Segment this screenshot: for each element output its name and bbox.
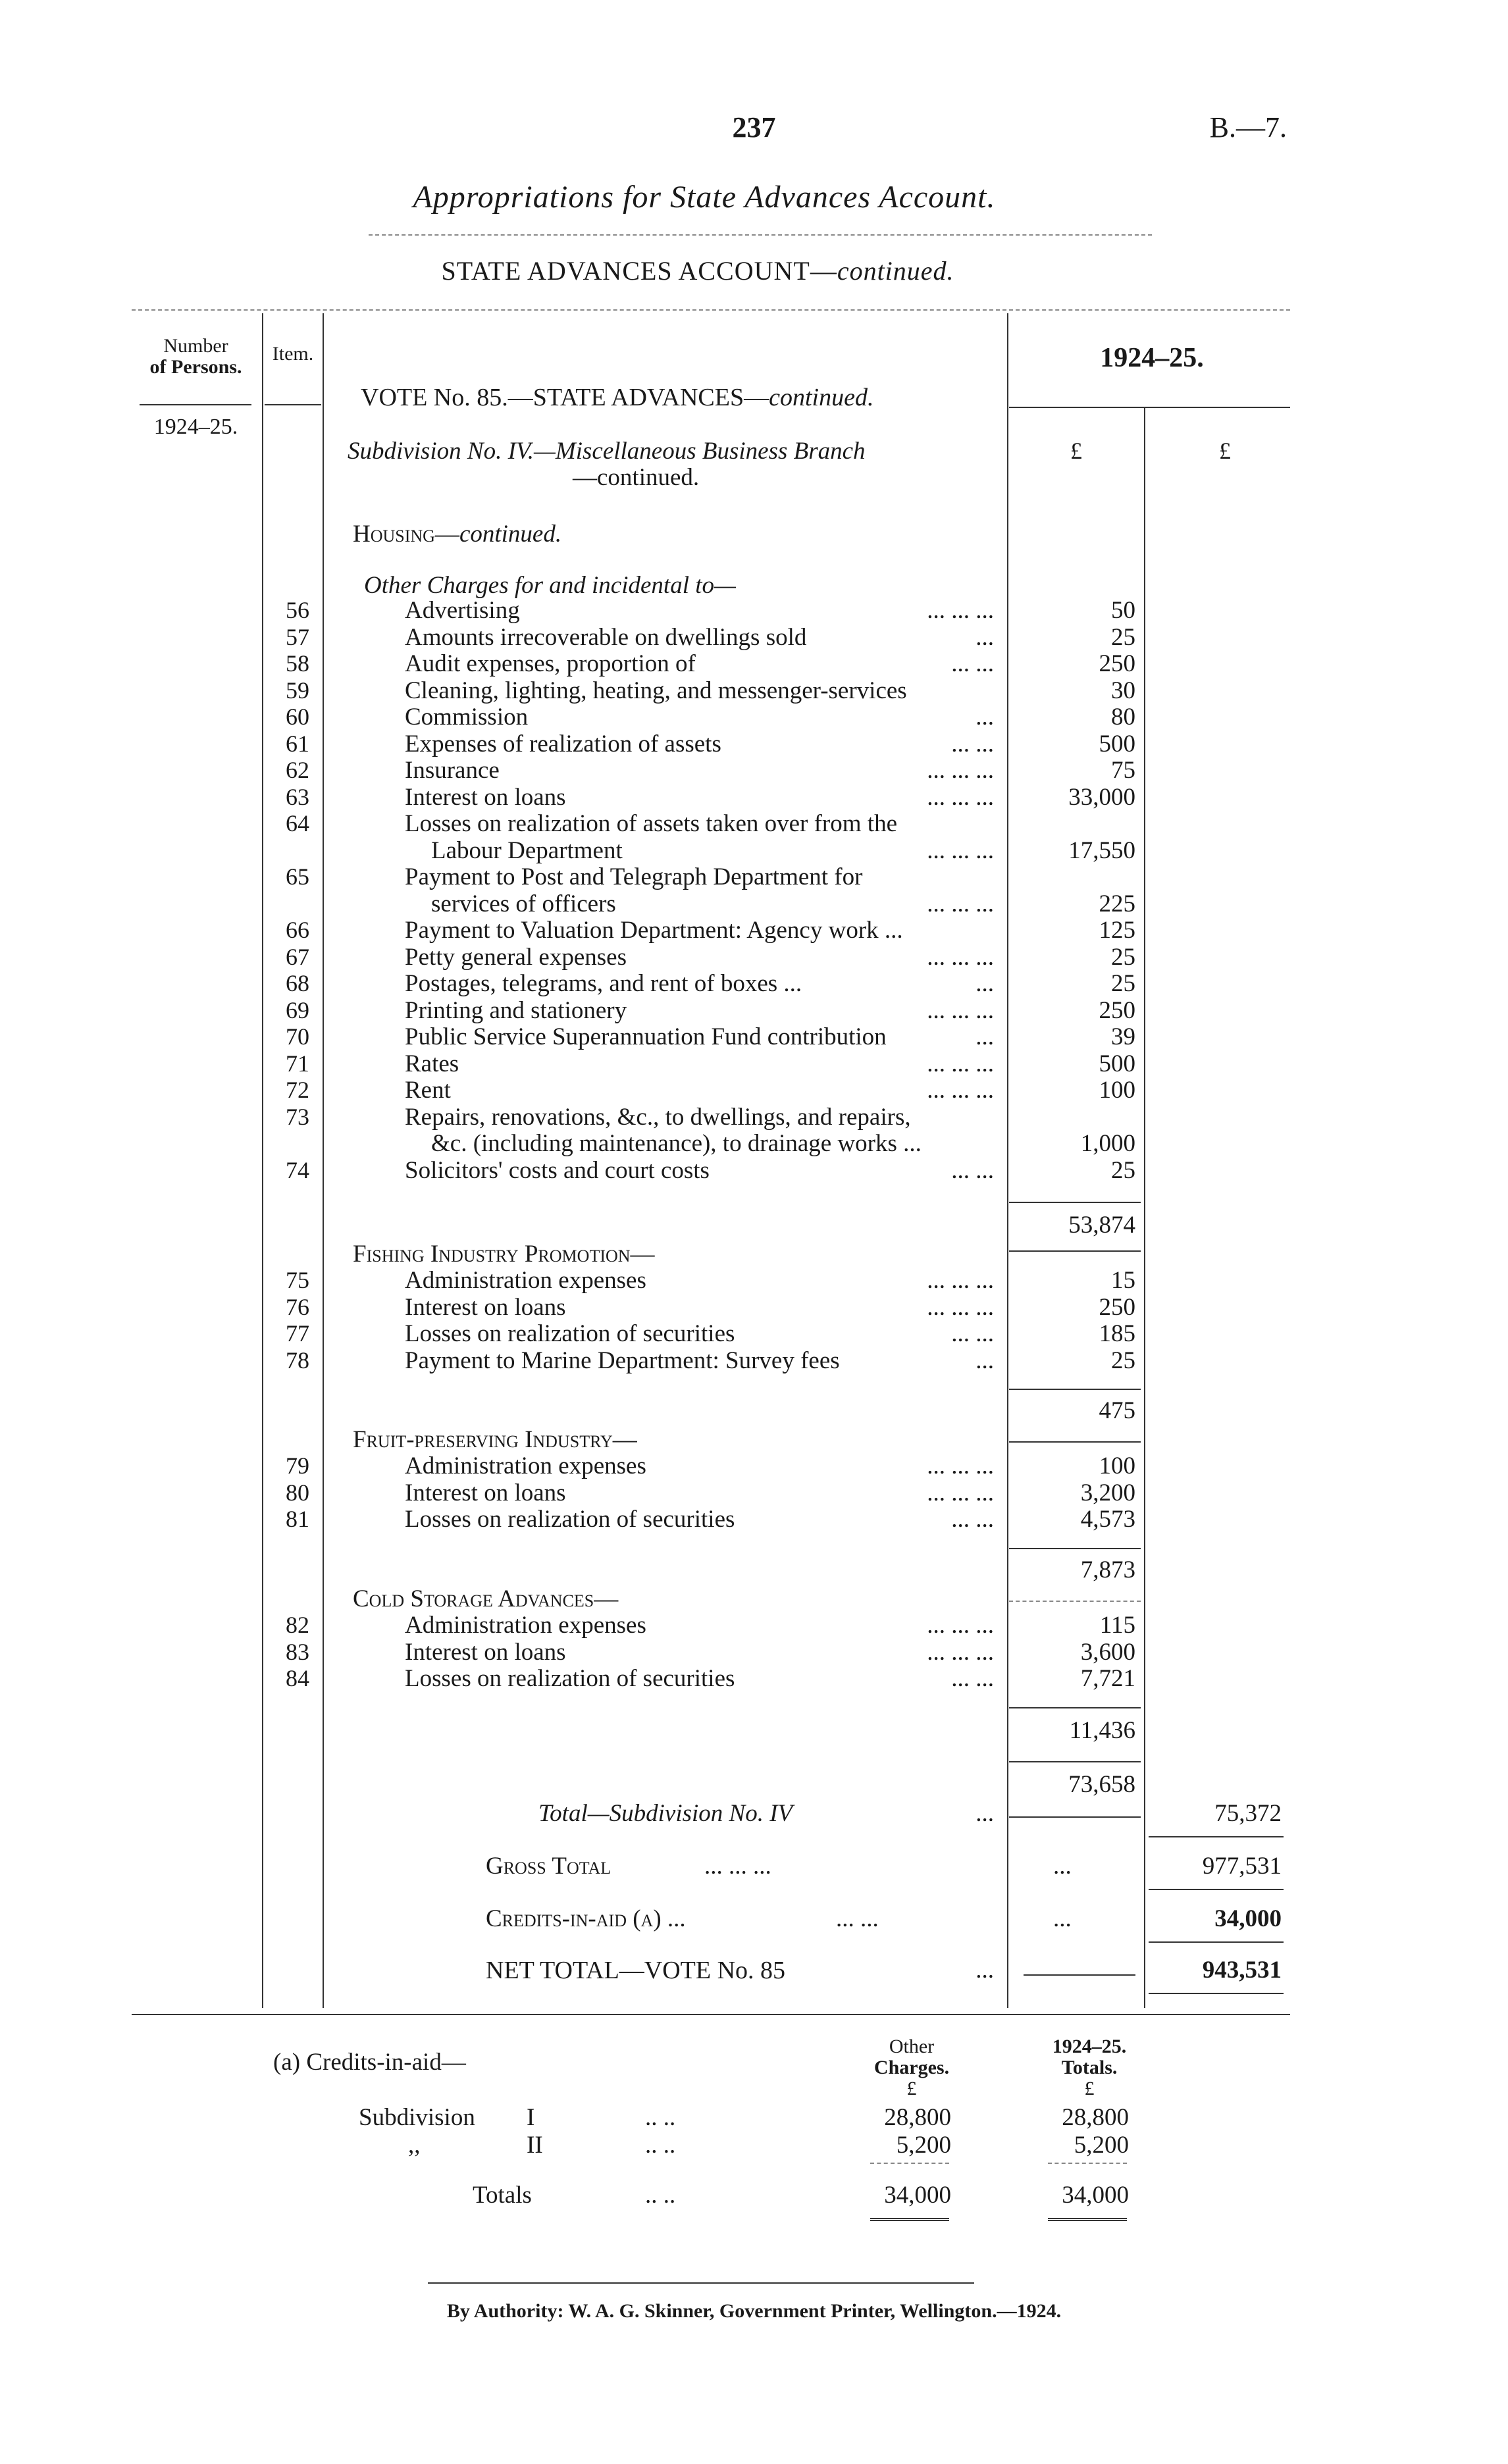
leader-dots: ... ... <box>951 650 994 677</box>
currency-label-totals: £ <box>1219 438 1231 464</box>
leader-dots: ... <box>975 623 994 651</box>
item-description: Amounts irrecoverable on dwellings sold <box>405 623 807 651</box>
item-description: Administration expenses <box>405 1267 646 1294</box>
item-description: Losses on realization of securities <box>405 1506 735 1533</box>
footnote-row-label: Subdivision <box>359 2104 475 2131</box>
item-amount: 25 <box>1111 970 1135 997</box>
leader-dots: ... <box>975 1347 994 1374</box>
footnote-totals-header: 1924–25. Totals. £ <box>1052 2036 1127 2099</box>
item-amount: 100 <box>1099 1077 1135 1104</box>
item-amount: 25 <box>1111 623 1135 651</box>
item-number: 70 <box>286 1023 309 1050</box>
title-rule <box>369 234 1152 236</box>
subdivision-continued: —continued. <box>573 464 700 491</box>
item-number: 84 <box>286 1665 309 1691</box>
other-charges-heading: Other Charges for and incidental to— <box>364 572 736 599</box>
housing-heading: Housing—continued. <box>353 521 562 548</box>
item-amount: 250 <box>1099 996 1135 1024</box>
leader-dots: ... ... ... <box>927 1638 994 1666</box>
item-number: 64 <box>286 810 309 836</box>
credits-in-aid-total: 34,000 <box>1214 1905 1282 1932</box>
footnote-row-roman: I <box>527 2104 535 2131</box>
item-description: Solicitors' costs and court costs <box>405 1156 710 1184</box>
item-description: Administration expenses <box>405 1452 646 1479</box>
leader-dots: ... ... ... <box>927 890 994 917</box>
leader-dots: ... ... ... <box>927 1479 994 1506</box>
footnote-totals-dots: .. .. <box>645 2182 676 2209</box>
footnote-row-charges: 5,200 <box>896 2132 951 2159</box>
item-number: 58 <box>286 650 309 677</box>
footnote-totals-total: 34,000 <box>1062 2182 1129 2209</box>
year-header: 1924–25. <box>1100 343 1204 373</box>
gross-total: 977,531 <box>1202 1853 1282 1880</box>
net-total-dots: ... <box>975 1957 994 1984</box>
net-total-rule <box>1149 1993 1284 1994</box>
item-description-continued: services of officers <box>431 890 616 917</box>
net-total-blank-rule <box>1024 1974 1135 1976</box>
footnote-row-dots: .. .. <box>645 2132 676 2159</box>
document-reference: B.—7. <box>1209 111 1287 143</box>
item-amount: 4,573 <box>1080 1506 1135 1533</box>
item-amount: 25 <box>1111 1156 1135 1184</box>
item-number: 74 <box>286 1156 309 1183</box>
gross-total-dots: ... ... ... <box>704 1853 771 1880</box>
footnote-row-dots: .. .. <box>645 2104 676 2131</box>
net-total-label: NET TOTAL—VOTE No. 85 <box>486 1957 786 1984</box>
footnote-row-total: 28,800 <box>1062 2104 1129 2131</box>
credits-in-aid-dots: ... ... <box>836 1905 879 1932</box>
item-description: Printing and stationery <box>405 996 627 1024</box>
item-number: 80 <box>286 1479 309 1506</box>
table-bottom-rule <box>132 2014 1290 2015</box>
item-number: 81 <box>286 1506 309 1532</box>
persons-header-rule <box>140 404 251 405</box>
leader-dots: ... ... ... <box>927 597 994 624</box>
item-amount: 50 <box>1111 597 1135 624</box>
footnote-totals-double-rule <box>1048 2218 1127 2221</box>
gross-total-rule <box>1149 1889 1284 1890</box>
footnote-row-roman: II <box>527 2132 543 2159</box>
item-description: Losses on realization of assets taken over from the <box>405 810 897 837</box>
footnote-label: (a) Credits-in-aid— <box>273 2049 466 2076</box>
item-number: 73 <box>286 1103 309 1130</box>
item-amount: 39 <box>1111 1023 1135 1050</box>
other-charges-total-rule <box>1009 1816 1141 1818</box>
leader-dots: ... ... <box>951 1665 994 1692</box>
item-number: 63 <box>286 783 309 810</box>
printer-imprint: By Authority: W. A. G. Skinner, Government Printer, Wellington.—1924. <box>446 2300 1062 2322</box>
item-description: Advertising <box>405 597 520 624</box>
leader-dots: ... ... ... <box>927 1293 994 1321</box>
page-title: Appropriations for State Advances Account. <box>413 180 996 215</box>
leader-dots: ... <box>975 704 994 731</box>
item-number: 61 <box>286 730 309 757</box>
item-description: Commission <box>405 704 529 731</box>
leader-dots: ... ... ... <box>927 1077 994 1104</box>
leader-dots: ... ... <box>951 1320 994 1347</box>
footnote-charges-double-rule <box>870 2218 949 2221</box>
leader-dots: ... ... ... <box>927 783 994 811</box>
subdivision-total-rule <box>1149 1836 1284 1837</box>
item-amount: 3,200 <box>1080 1479 1135 1506</box>
leader-dots: ... <box>975 1023 994 1050</box>
leader-dots: ... <box>975 970 994 997</box>
item-amount: 125 <box>1099 917 1135 944</box>
cold-subtotal-rule <box>1009 1707 1141 1708</box>
leader-dots: ... ... <box>951 1506 994 1533</box>
item-description: Payment to Valuation Department: Agency work ... <box>405 917 903 944</box>
credits-in-aid-column-dots: ... <box>1053 1905 1072 1932</box>
fruit-subtotal: 7,873 <box>1080 1556 1135 1583</box>
item-description: Audit expenses, proportion of <box>405 650 696 677</box>
item-amount: 100 <box>1099 1452 1135 1479</box>
item-amount: 115 <box>1099 1612 1135 1639</box>
item-description: Insurance <box>405 757 500 784</box>
item-amount: 185 <box>1099 1320 1135 1347</box>
fishing-subtotal-rule-bottom <box>1009 1441 1141 1443</box>
item-description: Interest on loans <box>405 1638 566 1666</box>
item-number: 76 <box>286 1293 309 1320</box>
fishing-subtotal-rule <box>1009 1389 1141 1390</box>
item-number: 62 <box>286 757 309 783</box>
item-amount: 25 <box>1111 1347 1135 1374</box>
item-number: 72 <box>286 1077 309 1103</box>
item-header-rule <box>265 404 321 405</box>
leader-dots: ... ... <box>951 730 994 757</box>
item-description: Postages, telegrams, and rent of boxes ... <box>405 970 802 997</box>
item-number: 69 <box>286 996 309 1023</box>
item-number: 79 <box>286 1452 309 1479</box>
gross-total-column-dots: ... <box>1053 1853 1072 1880</box>
leader-dots: ... ... ... <box>927 1267 994 1294</box>
leader-dots: ... ... ... <box>927 757 994 784</box>
item-amount: 80 <box>1111 704 1135 731</box>
footnote-charges-header: Other Charges. £ <box>873 2036 950 2099</box>
footnote-row-charges: 28,800 <box>884 2104 951 2131</box>
item-number: 59 <box>286 677 309 704</box>
leader-dots: ... ... <box>951 1156 994 1184</box>
item-number: 56 <box>286 597 309 623</box>
account-heading: STATE ADVANCES ACCOUNT—continued. <box>441 256 954 286</box>
gross-total-label: Gross Total <box>486 1853 611 1880</box>
item-description: Rates <box>405 1050 459 1077</box>
subdivision-total: 75,372 <box>1214 1800 1282 1827</box>
housing-subtotal-rule <box>1009 1202 1141 1203</box>
item-description: Administration expenses <box>405 1612 646 1639</box>
page-number: 237 <box>732 111 776 143</box>
subdivision-total-label: Total—Subdivision No. IV <box>538 1800 793 1827</box>
leader-dots: ... ... ... <box>927 943 994 971</box>
item-amount: 500 <box>1099 730 1135 757</box>
footnote-row-total: 5,200 <box>1074 2132 1129 2159</box>
item-amount: 7,721 <box>1080 1665 1135 1692</box>
leader-dots: ... ... ... <box>927 1050 994 1077</box>
item-description: Interest on loans <box>405 783 566 811</box>
cold-subtotal: 11,436 <box>1069 1717 1135 1744</box>
item-description-continued: Labour Department <box>431 836 623 864</box>
footnote-row-label: ,, <box>408 2132 421 2159</box>
subdivision-total-dots: ... <box>975 1800 994 1827</box>
item-amount: 250 <box>1099 1293 1135 1321</box>
item-number: 66 <box>286 917 309 943</box>
item-description: Interest on loans <box>405 1293 566 1321</box>
footnote-totals-label: Totals <box>473 2182 532 2209</box>
item-amount: 225 <box>1099 890 1135 917</box>
footnote-totals-rule <box>1048 2163 1127 2164</box>
housing-subtotal-rule-bottom <box>1009 1250 1141 1252</box>
item-amount: 30 <box>1111 677 1135 704</box>
leader-dots: ... ... ... <box>927 836 994 864</box>
fishing-subtotal: 475 <box>1099 1397 1135 1424</box>
item-amount: 15 <box>1111 1267 1135 1294</box>
item-description: Interest on loans <box>405 1479 566 1506</box>
item-number: 67 <box>286 943 309 970</box>
item-amount: 1,000 <box>1080 1130 1135 1157</box>
net-total: 943,531 <box>1202 1957 1282 1984</box>
item-number: 83 <box>286 1638 309 1665</box>
persons-year: 1924–25. <box>153 415 238 439</box>
total-column-divider <box>1144 408 1145 2008</box>
item-description: Expenses of realization of assets <box>405 730 721 757</box>
item-number: 71 <box>286 1050 309 1077</box>
item-description: Losses on realization of securities <box>405 1320 735 1347</box>
footnote-totals-charges: 34,000 <box>884 2182 951 2209</box>
fruit-subtotal-rule-bottom <box>1009 1601 1141 1602</box>
cold-subtotal-rule-bottom <box>1009 1761 1141 1762</box>
fishing-heading: Fishing Industry Promotion— <box>353 1241 655 1268</box>
item-number: 68 <box>286 970 309 996</box>
item-description: Repairs, renovations, &c., to dwellings, and repairs, <box>405 1103 911 1131</box>
currency-label-items: £ <box>1070 438 1082 464</box>
item-number: 82 <box>286 1612 309 1638</box>
fruit-heading: Fruit-preserving Industry— <box>353 1426 637 1453</box>
vote-title: VOTE No. 85.—STATE ADVANCES—continued. <box>361 384 874 411</box>
table-top-rule <box>132 309 1290 311</box>
fruit-subtotal-rule <box>1009 1548 1141 1549</box>
cold-storage-heading: Cold Storage Advances— <box>353 1585 619 1612</box>
item-number: 57 <box>286 623 309 650</box>
leader-dots: ... ... ... <box>927 996 994 1024</box>
item-description: Public Service Superannuation Fund contribution <box>405 1023 887 1050</box>
item-amount: 250 <box>1099 650 1135 677</box>
item-description: Cleaning, lighting, heating, and messenger-services <box>405 677 907 704</box>
amount-column-divider <box>1007 313 1008 2008</box>
item-description: Payment to Post and Telegraph Department for <box>405 863 863 890</box>
item-amount: 33,000 <box>1068 783 1135 811</box>
credits-in-aid-label: Credits-in-aid (a) ... <box>486 1905 686 1932</box>
item-amount: 75 <box>1111 757 1135 784</box>
item-description-continued: &c. (including maintenance), to drainage works ... <box>431 1130 922 1157</box>
item-number: 77 <box>286 1320 309 1347</box>
item-number: 60 <box>286 704 309 730</box>
authority-rule <box>428 2282 974 2284</box>
item-amount: 3,600 <box>1080 1638 1135 1666</box>
housing-subtotal: 53,874 <box>1068 1212 1135 1239</box>
footnote-charges-rule <box>870 2163 949 2164</box>
item-amount: 25 <box>1111 943 1135 971</box>
item-header: Item. <box>272 343 314 365</box>
leader-dots: ... ... ... <box>927 1612 994 1639</box>
subdivision-heading: Subdivision No. IV.—Miscellaneous Business Branch <box>348 438 866 465</box>
item-description: Petty general expenses <box>405 943 627 971</box>
item-description: Payment to Marine Department: Survey fees <box>405 1347 840 1374</box>
item-column-divider <box>323 313 324 2008</box>
item-number: 78 <box>286 1347 309 1373</box>
leader-dots: ... ... ... <box>927 1452 994 1479</box>
item-number: 75 <box>286 1267 309 1293</box>
item-amount: 17,550 <box>1068 836 1135 864</box>
item-description: Rent <box>405 1077 451 1104</box>
credits-in-aid-rule <box>1149 1941 1284 1943</box>
persons-header: Number of Persons. <box>149 335 242 378</box>
item-amount: 500 <box>1099 1050 1135 1077</box>
year-header-rule <box>1009 407 1290 408</box>
item-description: Losses on realization of securities <box>405 1665 735 1692</box>
other-charges-total: 73,658 <box>1068 1771 1135 1798</box>
item-number: 65 <box>286 863 309 890</box>
